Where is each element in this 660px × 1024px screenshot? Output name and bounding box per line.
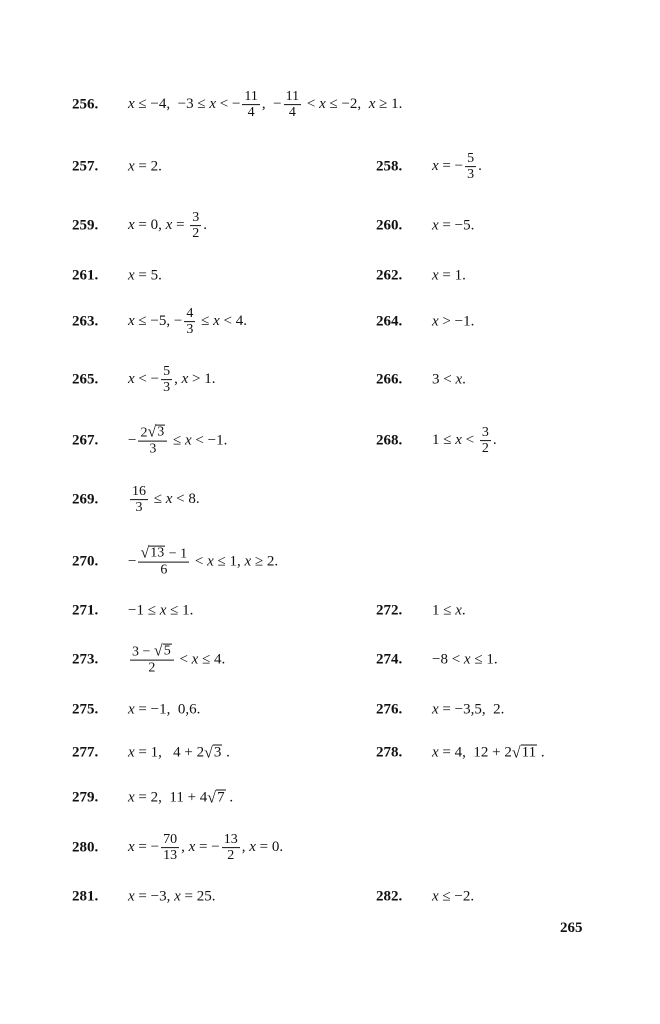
problem-number: 257. bbox=[72, 158, 99, 175]
answer-expression: x > −1. bbox=[432, 313, 475, 330]
problem-number: 278. bbox=[376, 744, 403, 761]
answer-row bbox=[0, 640, 660, 680]
problem-number: 271. bbox=[72, 602, 99, 619]
problem-number: 265. bbox=[72, 371, 99, 388]
answer-row bbox=[0, 778, 660, 818]
answer-expression: x = −3,5, 2. bbox=[432, 701, 505, 718]
answer-row bbox=[0, 206, 660, 246]
answer-row bbox=[0, 877, 660, 917]
problem-number: 263. bbox=[72, 313, 99, 330]
answer-row bbox=[0, 85, 660, 125]
answer-expression: x = 2. bbox=[128, 158, 162, 175]
answer-expression: 1 ≤ x . bbox=[432, 602, 466, 619]
problem-number: 272. bbox=[376, 602, 403, 619]
answer-row bbox=[0, 421, 660, 461]
problem-number: 280. bbox=[72, 839, 99, 856]
answer-expression: x = 4, 12 + 2 √ 11 . bbox=[432, 744, 545, 762]
answer-row bbox=[0, 480, 660, 520]
answer-expression: x = 0, x = $\frac{3}{2}$ . bbox=[128, 210, 208, 242]
problem-number: 266. bbox=[376, 371, 403, 388]
answer-expression: x = 1. bbox=[432, 267, 466, 284]
answer-expression: x < − $\frac{5}{3}$ , x > 1. bbox=[128, 364, 216, 396]
answer-expression: − √ 13 − 1 6 < x ≤ 1, x ≥ 2. bbox=[128, 544, 279, 578]
problem-number: 281. bbox=[72, 888, 99, 905]
problem-number: 279. bbox=[72, 789, 99, 806]
answer-expression: −1 ≤ x ≤ 1. bbox=[128, 602, 194, 619]
answer-row bbox=[0, 591, 660, 631]
answer-expression: 1 ≤ x < $\frac{3}{2}$ . bbox=[432, 425, 497, 457]
problem-number: 273. bbox=[72, 651, 99, 668]
problem-number: 256. bbox=[72, 96, 99, 113]
answer-expression: 3 < x . bbox=[432, 371, 466, 388]
answer-expression: x = −1, 0,6. bbox=[128, 701, 201, 718]
answer-row bbox=[0, 733, 660, 773]
problem-number: 259. bbox=[72, 217, 99, 234]
answer-expression: x ≤ −5, − $\frac{4}{3}$ ≤ x < 4. bbox=[128, 306, 247, 338]
problem-number: 274. bbox=[376, 651, 403, 668]
answer-expression: $\frac{16}{3}$ ≤ x < 8. bbox=[132, 484, 200, 516]
answer-row bbox=[0, 690, 660, 730]
problem-number: 258. bbox=[376, 158, 403, 175]
problem-number: 269. bbox=[72, 491, 99, 508]
problem-number: 277. bbox=[72, 744, 99, 761]
answer-expression: x ≤ −2. bbox=[432, 888, 475, 905]
answer-expression: x = −3, x = 25. bbox=[128, 888, 216, 905]
page-number: 265 bbox=[560, 920, 583, 936]
problem-number: 264. bbox=[376, 313, 403, 330]
answer-expression: x = 5. bbox=[128, 267, 162, 284]
problem-number: 261. bbox=[72, 267, 99, 284]
answer-expression: x ≤ −4, −3 ≤ x < − $\frac{11}{4}$ , − $\frac{11}{4}$ < x ≤ −2, x ≥ 1. bbox=[128, 89, 403, 121]
answer-row bbox=[0, 542, 660, 582]
answer-expression: x = − $\frac{70}{13}$ , x = − $\frac{13}{2}$ , x = 0. bbox=[128, 832, 284, 864]
problem-number: 282. bbox=[376, 888, 403, 905]
answer-expression: x = 2, 11 + 4 √ 7 . bbox=[128, 789, 234, 807]
answer-row bbox=[0, 147, 660, 187]
problem-number: 262. bbox=[376, 267, 403, 284]
problem-number: 270. bbox=[72, 553, 99, 570]
answer-expression: −8 < x ≤ 1. bbox=[432, 651, 498, 668]
answer-row bbox=[0, 256, 660, 296]
problem-number: 275. bbox=[72, 701, 99, 718]
answer-row bbox=[0, 360, 660, 400]
answer-expression: x = −5. bbox=[432, 217, 475, 234]
problem-number: 276. bbox=[376, 701, 403, 718]
problem-number: 268. bbox=[376, 432, 403, 449]
problem-number: 267. bbox=[72, 432, 99, 449]
answer-expression: x = − $\frac{5}{3}$ . bbox=[432, 151, 482, 183]
problem-number: 260. bbox=[376, 217, 403, 234]
answer-expression: x = 1, 4 + 2 √ 3 . bbox=[128, 744, 230, 762]
answer-expression: − 2 √ 3 3 ≤ x < −1. bbox=[128, 423, 228, 457]
answer-expression: 3 − √ 5 2 < x ≤ 4. bbox=[132, 642, 226, 676]
answer-row bbox=[0, 828, 660, 868]
answer-row bbox=[0, 302, 660, 342]
